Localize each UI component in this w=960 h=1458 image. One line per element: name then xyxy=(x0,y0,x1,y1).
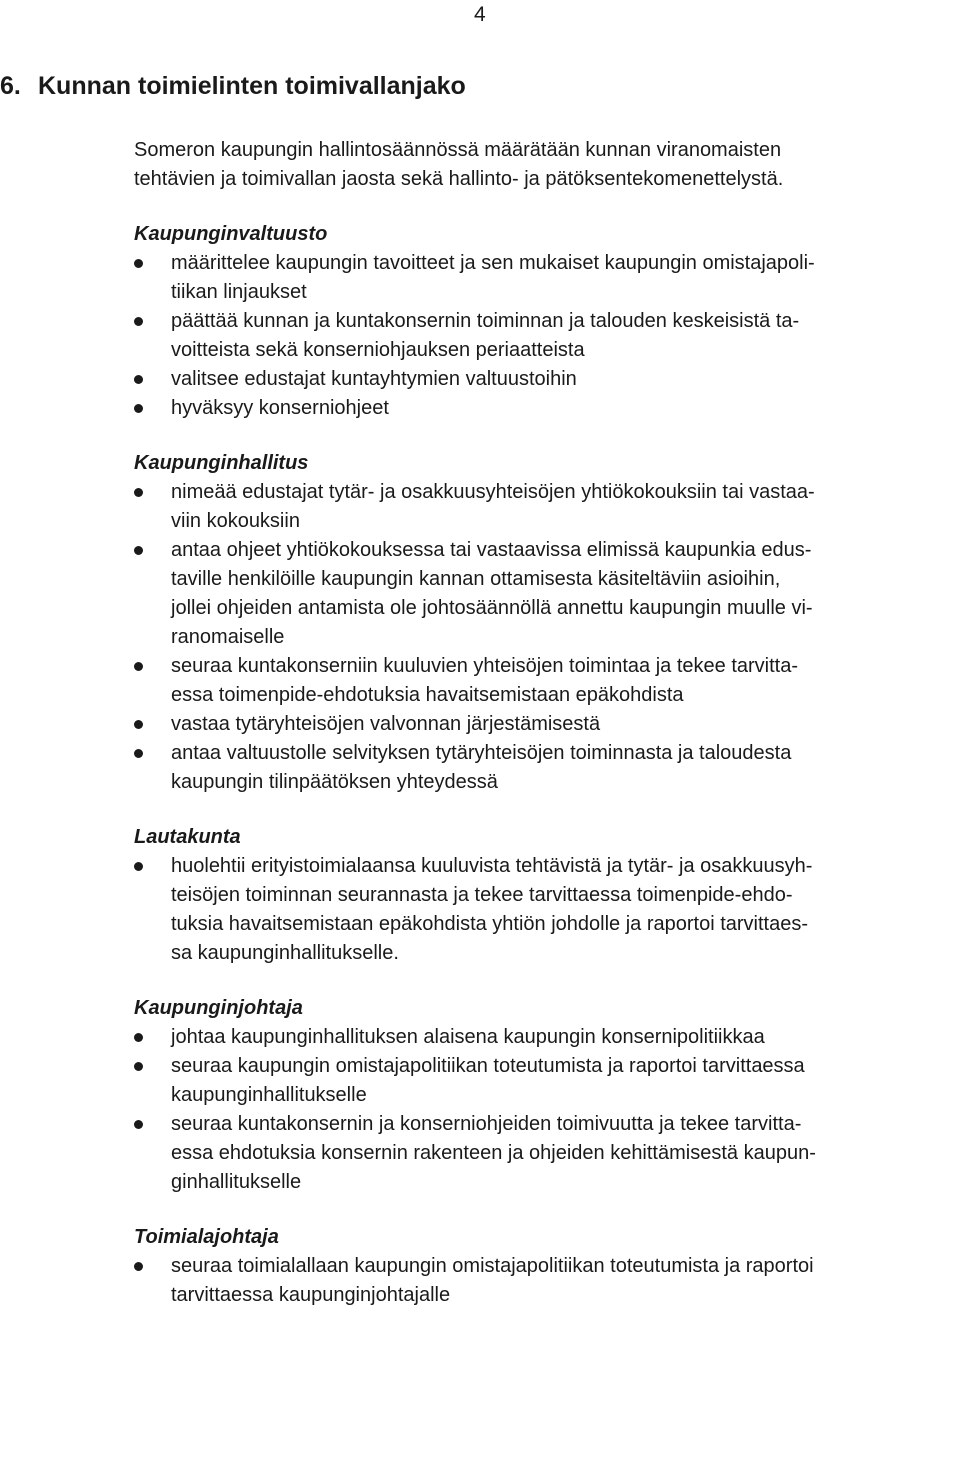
list-item xyxy=(134,307,934,365)
list-item-line: kaupunginhallitukselle xyxy=(171,1084,367,1106)
bullet-icon xyxy=(134,546,143,555)
bullet-icon xyxy=(134,862,143,871)
bullet-list-toimialajohtaja xyxy=(134,1252,934,1310)
list-item xyxy=(134,1052,934,1110)
chapter-number: 6. xyxy=(0,72,21,100)
intro-line: Someron kaupungin hallintosäännössä määrätään kunnan viranomaisten xyxy=(134,139,782,161)
list-item xyxy=(134,249,934,307)
intro-paragraph xyxy=(134,136,934,194)
bullet-list-kaupunginvaltuusto xyxy=(134,249,934,423)
list-item xyxy=(134,652,934,710)
document-body xyxy=(134,136,934,1310)
list-item-line: seuraa kuntakonsernin ja konserniohjeiden toimivuutta ja tekee tarvitta- xyxy=(171,1113,802,1135)
chapter-title-text: Kunnan toimielinten toimivallanjako xyxy=(38,72,466,100)
list-item-line: tarvittaessa kaupunginjohtajalle xyxy=(171,1284,451,1306)
list-item-line: seuraa kuntakonserniin kuuluvien yhteisöjen toimintaa ja tekee tarvitta- xyxy=(171,655,799,677)
list-item-line: voitteista sekä konserniohjauksen periaatteista xyxy=(171,339,585,361)
bullet-list-kaupunginjohtaja xyxy=(134,1023,934,1197)
list-item-line: ginhallitukselle xyxy=(171,1171,302,1193)
list-item xyxy=(134,1110,934,1197)
list-item-line: sa kaupunginhallitukselle. xyxy=(171,942,399,964)
list-item-line: taville henkilöille kaupungin kannan ottamisesta käsiteltäviin asioihin, xyxy=(171,568,781,590)
section-title-toimialajohtaja: Toimialajohtaja xyxy=(134,1226,279,1248)
list-item xyxy=(134,536,934,652)
list-item-line: tiikan linjaukset xyxy=(171,281,307,303)
bullet-icon xyxy=(134,749,143,758)
bullet-list-kaupunginhallitus xyxy=(134,478,934,797)
section-title-kaupunginvaltuusto: Kaupunginvaltuusto xyxy=(134,223,328,245)
bullet-icon xyxy=(134,404,143,413)
page-number: 4 xyxy=(474,3,486,26)
list-item-line: vastaa tytäryhteisöjen valvonnan järjestämisestä xyxy=(171,713,601,735)
section-title-kaupunginjohtaja: Kaupunginjohtaja xyxy=(134,997,303,1019)
bullet-icon xyxy=(134,1062,143,1071)
bullet-list-lautakunta xyxy=(134,852,934,968)
bullet-icon xyxy=(134,662,143,671)
bullet-icon xyxy=(134,1262,143,1271)
chapter-title xyxy=(0,71,466,101)
bullet-icon xyxy=(134,375,143,384)
list-item-line: johtaa kaupunginhallituksen alaisena kaupungin konsernipolitiikkaa xyxy=(171,1026,765,1048)
list-item xyxy=(134,852,934,968)
list-item-line: kaupungin tilinpäätöksen yhteydessä xyxy=(171,771,498,793)
section-title-kaupunginhallitus: Kaupunginhallitus xyxy=(134,452,309,474)
list-item-line: hyväksyy konserniohjeet xyxy=(171,397,389,419)
list-item-line: teisöjen toiminnan seurannasta ja tekee tarvittaessa toimenpide-ehdo- xyxy=(171,884,793,906)
list-item-line: seuraa toimialallaan kaupungin omistajapolitiikan toteutumista ja raportoi xyxy=(171,1255,814,1277)
section-title-lautakunta: Lautakunta xyxy=(134,826,241,848)
list-item xyxy=(134,710,934,739)
bullet-icon xyxy=(134,1120,143,1129)
list-item xyxy=(134,478,934,536)
list-item-line: valitsee edustajat kuntayhtymien valtuustoihin xyxy=(171,368,577,390)
bullet-icon xyxy=(134,259,143,268)
list-item-line: määrittelee kaupungin tavoitteet ja sen mukaiset kaupungin omistajapoli- xyxy=(171,252,815,274)
list-item xyxy=(134,1023,934,1052)
list-item-line: essa ehdotuksia konsernin rakenteen ja ohjeiden kehittämisestä kaupun- xyxy=(171,1142,816,1164)
list-item-line: ranomaiselle xyxy=(171,626,285,648)
list-item-line: päättää kunnan ja kuntakonsernin toiminnan ja talouden keskeisistä ta- xyxy=(171,310,800,332)
list-item-line: essa toimenpide-ehdotuksia havaitsemistaan epäkohdista xyxy=(171,684,684,706)
list-item-line: nimeää edustajat tytär- ja osakkuusyhteisöjen yhtiökokouksiin tai vastaa- xyxy=(171,481,815,503)
intro-line: tehtävien ja toimivallan jaosta sekä hallinto- ja pätöksentekomenettelystä. xyxy=(134,168,784,190)
list-item-line: huolehtii erityistoimialaansa kuuluvista tehtävistä ja tytär- ja osakkuusyh- xyxy=(171,855,813,877)
list-item-line: tuksia havaitsemistaan epäkohdista yhtiön johdolle ja raportoi tarvittaes- xyxy=(171,913,809,935)
list-item-line: seuraa kaupungin omistajapolitiikan toteutumista ja raportoi tarvittaessa xyxy=(171,1055,805,1077)
list-item-line: jollei ohjeiden antamista ole johtosäännöllä annettu kaupungin muulle vi- xyxy=(171,597,813,619)
list-item xyxy=(134,394,934,423)
list-item xyxy=(134,365,934,394)
bullet-icon xyxy=(134,1033,143,1042)
list-item xyxy=(134,1252,934,1310)
list-item-line: antaa ohjeet yhtiökokouksessa tai vastaavissa elimissä kaupunkia edus- xyxy=(171,539,812,561)
list-item-line: viin kokouksiin xyxy=(171,510,300,532)
bullet-icon xyxy=(134,720,143,729)
bullet-icon xyxy=(134,317,143,326)
list-item-line: antaa valtuustolle selvityksen tytäryhteisöjen toiminnasta ja taloudesta xyxy=(171,742,792,764)
list-item xyxy=(134,739,934,797)
bullet-icon xyxy=(134,488,143,497)
